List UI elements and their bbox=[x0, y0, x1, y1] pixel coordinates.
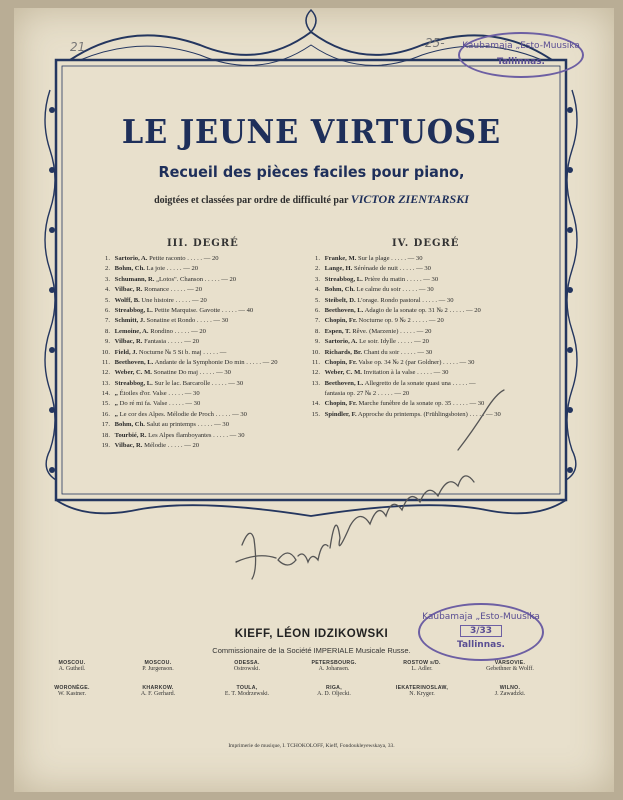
composer-name: Lange, H. bbox=[324, 265, 353, 273]
item-number: 1. bbox=[315, 255, 320, 262]
price: 30 bbox=[441, 369, 449, 377]
piece-title: La joie bbox=[146, 265, 166, 273]
piece-title: Sur le lac. Barcarolle bbox=[154, 379, 211, 387]
list-item: 11. Chopin, Fr. Valse op. 34 № 2 (par Goldner) . . . . . — 30 bbox=[308, 358, 534, 368]
price: 30 bbox=[431, 275, 439, 283]
agent-name: E. T. Modrzewski. bbox=[224, 691, 270, 697]
item-number: 9. bbox=[105, 338, 110, 346]
item-number: 4. bbox=[105, 286, 110, 294]
piece-title: Marche funèbre de la sonate op. 35 bbox=[358, 400, 452, 408]
piece-title: Sur la plage bbox=[358, 255, 390, 262]
dot-leader: . . . . . bbox=[168, 390, 185, 398]
dot-leader: . . . . . bbox=[167, 338, 185, 346]
composer-name: Sartorio, A. bbox=[114, 255, 148, 262]
composer-name: Weber, C. M. bbox=[324, 369, 362, 377]
piece-title: fantasia op. 27 № 2 bbox=[324, 390, 377, 398]
price: 20 bbox=[195, 286, 202, 294]
dot-leader: . . . . . bbox=[443, 358, 460, 366]
composer-name: Weber, C. M. bbox=[114, 369, 152, 377]
dot-leader: . . . . . bbox=[204, 275, 222, 283]
agent-city: ODESSA. bbox=[234, 660, 260, 666]
price: 30 bbox=[467, 358, 475, 366]
composer-name: Lemoine, A. bbox=[114, 327, 149, 335]
price: 30 bbox=[193, 400, 201, 408]
composer-name: Beethoven, L. bbox=[324, 379, 364, 387]
price: 20 bbox=[229, 275, 237, 283]
piece-title: Le calme du soir bbox=[356, 286, 401, 294]
piece-title: Valse op. 34 № 2 (par Goldner) bbox=[358, 358, 442, 366]
price: 20 bbox=[199, 327, 206, 335]
list-item: 12. Weber, C. M. Sonatine Do maj . . . . . — 30 bbox=[98, 368, 312, 378]
dot-leader: . . . . . bbox=[196, 317, 214, 325]
composer-name: Schmitt, J. bbox=[114, 317, 145, 325]
composer-name: Spindler, F. bbox=[324, 410, 357, 418]
price: 20 bbox=[270, 358, 278, 366]
pencil-note-right: 25- bbox=[425, 36, 445, 50]
list-item: 14. Chopin, Fr. Marche funèbre de la sonate op. 35 . . . . . — 30 bbox=[308, 399, 534, 409]
list-item: 1. Franke, M. Sur la plage . . . . . — 30 bbox=[308, 254, 534, 264]
list-item: 10. Field, J. Nocturne № 5 Si b. maj . . . . . — bbox=[98, 348, 312, 358]
item-number: 13. bbox=[311, 379, 320, 387]
piece-title: Petite raconto bbox=[149, 255, 186, 262]
agent-entry bbox=[382, 660, 462, 672]
agent-name: A. F. Gerhard. bbox=[140, 691, 176, 697]
agent-entry bbox=[294, 685, 374, 697]
dot-leader: . . . . . bbox=[377, 390, 395, 398]
item-number: 11. bbox=[102, 358, 110, 366]
agent-city: ROSTOW s/D. bbox=[403, 660, 441, 666]
dot-leader: . . . . . bbox=[211, 379, 229, 387]
piece-title: Nocturne № 5 Si b. maj bbox=[138, 348, 202, 356]
composer-name: Franke, M. bbox=[324, 255, 357, 262]
price: 30 bbox=[424, 265, 431, 273]
piece-title: Invitation à la valse bbox=[363, 369, 416, 377]
list-item: 15. „ Do ré mi fa. Valse . . . . . — 30 bbox=[98, 399, 312, 409]
dot-leader: . . . . . bbox=[452, 379, 469, 387]
list-item: 19. Vilbac, R. Mélodie . . . . . — 20 bbox=[98, 441, 312, 451]
subtitle: Recueil des pièces faciles pour piano, bbox=[158, 163, 465, 181]
item-number: 12. bbox=[101, 369, 110, 377]
list-item: 8. Espen, T. Rêve. (Marzenie) . . . . . — 20 bbox=[308, 327, 534, 337]
list-item: 5. Wolff, B. Une histoire . . . . . — 20 bbox=[98, 296, 312, 306]
price: 30 bbox=[222, 421, 229, 429]
price: 30 bbox=[236, 379, 244, 387]
piece-title: Salut au printemps bbox=[146, 421, 196, 429]
price: 30 bbox=[193, 390, 200, 398]
degree-3-heading: III. DEGRÉ bbox=[167, 238, 239, 249]
piece-title: Rêve. (Marzenie) bbox=[352, 327, 399, 335]
dot-leader: . . . . . bbox=[402, 286, 419, 294]
list-item: 3. Schumann, R. „Lotos". Chanson . . . . . — 20 bbox=[98, 275, 312, 285]
agent-name: Gebethner & Wolff. bbox=[486, 666, 534, 672]
list-item: 2. Bohm, Ch. La joie . . . . . — 20 bbox=[98, 264, 312, 274]
pencil-note-left: 21 bbox=[70, 40, 86, 54]
stamp-line-2: Tallinnas. bbox=[497, 57, 545, 67]
agent-city: WILNO. bbox=[499, 685, 521, 691]
composer-name: „ bbox=[114, 390, 118, 398]
piece-title: Sonatine Do maj bbox=[153, 369, 198, 377]
price: 20 bbox=[422, 338, 429, 346]
agent-entry bbox=[207, 660, 287, 672]
composer-name: „ bbox=[114, 410, 118, 418]
agent-city: VARSOVIE. bbox=[494, 660, 526, 666]
price: 40 bbox=[246, 306, 254, 314]
item-number: 14. bbox=[101, 390, 110, 398]
price: 20 bbox=[200, 296, 207, 304]
list-item: 5. Steibelt, D. L'orage. Rondo pastoral . . . . . — 30 bbox=[308, 296, 534, 306]
price: 20 bbox=[192, 338, 200, 346]
stamp-line-1: Kaubamaja „Esto-Muusika bbox=[422, 612, 540, 622]
list-item: fantasia op. 27 № 2 . . . . . — 20 bbox=[324, 390, 410, 398]
item-number: 3. bbox=[105, 275, 110, 283]
dot-leader: . . . . . bbox=[452, 400, 470, 408]
item-number: 6. bbox=[105, 306, 110, 314]
piece-title: Adagio de la sonate op. 31 № 2 bbox=[364, 306, 448, 314]
list-item: 7. Schmitt, J. Sonatine et Rondo . . . . . — 30 bbox=[98, 316, 312, 326]
agent-entry bbox=[470, 660, 550, 672]
item-number: 17. bbox=[101, 421, 110, 429]
item-number: 16. bbox=[101, 410, 110, 418]
composer-name: Steibelt, D. bbox=[324, 296, 356, 304]
price: 20 bbox=[474, 306, 481, 314]
piece-title: Les Alpes flamboyantes bbox=[148, 431, 212, 439]
list-item: 6. Beethoven, L. Adagio de la sonate op. 31 № 2 . . . . . — 20 bbox=[308, 306, 534, 316]
price: 30 bbox=[427, 286, 434, 294]
dot-leader: . . . . . bbox=[400, 348, 418, 356]
composer-name: „ bbox=[114, 400, 118, 408]
piece-title: Une histoire bbox=[141, 296, 174, 304]
list-item: 2. Lange, H. Sérénade de nuit . . . . . — 30 bbox=[308, 264, 534, 274]
item-number: 10. bbox=[101, 348, 110, 356]
item-number: 3. bbox=[315, 275, 320, 283]
dot-leader: . . . . . bbox=[175, 296, 192, 304]
dot-leader: . . . . . bbox=[422, 296, 439, 304]
dot-leader: . . . . . bbox=[400, 327, 417, 335]
agent-name: L. Adler. bbox=[411, 666, 433, 672]
list-item: 15. Spindler, F. Approche du printemps. (Frühlingsboten) . . . . . — 30 bbox=[308, 410, 534, 420]
agent-entry bbox=[207, 685, 287, 697]
composer-name: Tourbié, R. bbox=[114, 431, 147, 439]
piece-title: Le soir. Idylle bbox=[359, 338, 396, 346]
price: 30 bbox=[237, 431, 245, 439]
agent-city: IEKATERINOSLAW, bbox=[395, 685, 449, 691]
agent-city: TOULA, bbox=[236, 685, 258, 691]
dot-leader: . . . . . bbox=[397, 338, 415, 346]
composer-name: Vilbac, R. bbox=[114, 442, 143, 450]
item-number: 8. bbox=[315, 327, 320, 335]
piece-title: Petite Marquise. Gavotte bbox=[154, 306, 221, 314]
price: 20 bbox=[402, 390, 410, 398]
dot-leader: . . . . . bbox=[449, 306, 466, 314]
composer-name: Chopin, Fr. bbox=[324, 400, 357, 408]
publisher-subtitle: Commissionaire de la Société IMPERIALE Musicale Russe. bbox=[212, 646, 411, 655]
item-number: 7. bbox=[105, 317, 110, 325]
item-number: 12. bbox=[311, 369, 320, 377]
list-item: 1. Sartorio, A. Petite raconto . . . . . — 20 bbox=[98, 254, 312, 264]
price: 20 bbox=[424, 327, 432, 335]
composer-name: Beethoven, L. bbox=[324, 306, 364, 314]
price: 20 bbox=[437, 317, 444, 325]
item-number: 2. bbox=[105, 265, 110, 273]
list-item: 3. Streabbog, L. Prière du matin . . . . . — 30 bbox=[308, 275, 534, 285]
composer-name: Bohm, Ch. bbox=[114, 265, 145, 273]
composer-name: Streabbog, L. bbox=[114, 306, 153, 314]
dot-leader: . . . . . bbox=[166, 265, 184, 273]
composer-name: Chopin, Fr. bbox=[324, 358, 357, 366]
printer-imprint: Imprimerie de musique, I. TCHOKOLOFF, Kieff, Fondoukleyewskaya, 33. bbox=[228, 743, 395, 749]
agent-name: A. Johansen. bbox=[318, 666, 350, 672]
list-item: 13. Beethoven, L. Allegretto de la sonate quasi una . . . . . — bbox=[308, 379, 534, 389]
piece-title: Allegretto de la sonate quasi una bbox=[364, 379, 451, 387]
agent-city: RIGA, bbox=[326, 685, 342, 691]
agent-name: P. Jurgenson. bbox=[142, 666, 174, 672]
item-number: 5. bbox=[315, 296, 320, 304]
item-number: 2. bbox=[315, 265, 320, 273]
price: 30 bbox=[240, 410, 247, 418]
piece-title: Andante de la Symphonie Do min bbox=[154, 358, 245, 366]
piece-title: Sérénade de nuit bbox=[353, 265, 398, 273]
piece-title: L'orage. Rondo pastoral bbox=[357, 296, 421, 304]
agent-name: N. Kryger. bbox=[409, 691, 435, 697]
item-number: 1. bbox=[105, 255, 110, 262]
composer-name: Chopin, Fr. bbox=[324, 317, 357, 325]
dot-leader: . . . . . bbox=[213, 431, 230, 439]
stamp-line-1: Kaubamaja „Esto-Muusika bbox=[462, 41, 580, 51]
piece-title: Fantasia bbox=[144, 338, 167, 346]
dot-leader: . . . . . bbox=[417, 369, 434, 377]
dot-leader: . . . . . bbox=[168, 400, 186, 408]
list-item: 7. Chopin, Fr. Nocturne op. 9 № 2 . . . . . — 20 bbox=[308, 316, 534, 326]
list-item: 12. Weber, C. M. Invitation à la valse . . . . . — 30 bbox=[308, 368, 534, 378]
composer-name: Sartorio, A. bbox=[324, 338, 358, 346]
item-number: 4. bbox=[315, 286, 320, 294]
agent-city: MOSCOU. bbox=[58, 660, 86, 666]
agent-city: PETERSBOURG. bbox=[311, 660, 357, 666]
list-item: 8. Lemoine, A. Rondino . . . . . — 20 bbox=[98, 327, 312, 337]
composer-name: Schumann, R. bbox=[114, 275, 155, 283]
item-number: 15. bbox=[101, 400, 110, 408]
composer-name: Field, J. bbox=[114, 348, 138, 356]
page-title: LE JEUNE VIRTUOSE bbox=[121, 112, 502, 151]
agent-entry bbox=[294, 660, 374, 672]
agent-name: A. Gutheil. bbox=[58, 666, 86, 672]
composer-name: Beethoven, L. bbox=[114, 358, 154, 366]
piece-title: Rondino bbox=[150, 327, 173, 335]
dot-leader: . . . . . bbox=[399, 265, 417, 273]
price: 30 bbox=[415, 255, 423, 262]
item-number: 7. bbox=[315, 317, 320, 325]
dot-leader: . . . . . bbox=[412, 317, 429, 325]
agent-name: J. Zawadzki. bbox=[494, 691, 526, 697]
list-item: 6. Streabbog, L. Petite Marquise. Gavotte . . . . . — 40 bbox=[98, 306, 312, 316]
composer-name: Vilbac, R. bbox=[114, 286, 143, 294]
list-item: 9. Sartorio, A. Le soir. Idylle . . . . . — 20 bbox=[308, 337, 534, 347]
item-number: 13. bbox=[101, 379, 110, 387]
composer-name: Streabbog, L. bbox=[114, 379, 153, 387]
composer-name: Bohm, Ch. bbox=[324, 286, 355, 294]
piece-title: Prière du matin bbox=[364, 275, 406, 283]
publisher-name: KIEFF, LÉON IDZIKOWSKI bbox=[234, 628, 389, 640]
piece-title: Mélodie bbox=[144, 442, 167, 450]
composer-name: Bohm, Ch. bbox=[114, 421, 145, 429]
dot-leader: . . . . . bbox=[469, 410, 486, 418]
dot-leader: . . . . . bbox=[203, 348, 220, 356]
item-number: 14. bbox=[311, 400, 320, 408]
stamp-number: 3/33 bbox=[460, 625, 502, 637]
dot-leader: . . . . . bbox=[199, 369, 217, 377]
price: 30 bbox=[425, 348, 433, 356]
price: 30 bbox=[494, 410, 501, 418]
agent-entry bbox=[32, 660, 112, 672]
agent-entry bbox=[118, 660, 198, 672]
item-number: 11. bbox=[312, 358, 320, 366]
agent-city: MOSCOU. bbox=[144, 660, 172, 666]
dot-leader: . . . . . bbox=[406, 275, 424, 283]
dot-leader: . . . . . bbox=[215, 410, 233, 418]
list-item: 10. Richards, Br. Chant du soir . . . . . — 30 bbox=[308, 348, 534, 358]
piece-title: Romance bbox=[144, 286, 169, 294]
price: 30 bbox=[224, 369, 231, 377]
list-item: 18. Tourbié, R. Les Alpes flamboyantes . . . . . — 30 bbox=[98, 431, 312, 441]
price: 20 bbox=[192, 442, 200, 450]
composer-name: Streabbog, L. bbox=[324, 275, 363, 283]
piece-title: Do ré mi fa. Valse bbox=[119, 400, 168, 408]
stamp-line-2: Tallinnas. bbox=[457, 640, 505, 650]
price: 20 bbox=[191, 265, 199, 273]
price: 30 bbox=[221, 317, 229, 325]
agent-name: W. Kastner. bbox=[58, 691, 86, 697]
list-item: 17. Bohm, Ch. Salut au printemps . . . . . — 30 bbox=[98, 420, 312, 430]
agent-entry bbox=[118, 685, 198, 697]
agent-entry bbox=[32, 685, 112, 697]
list-item: 14. „ Étoiles d'or. Valse . . . . . — 30 bbox=[98, 389, 312, 399]
piece-title: Étoiles d'or. Valse bbox=[119, 390, 167, 398]
dot-leader: . . . . . bbox=[221, 306, 239, 314]
price: 20 bbox=[211, 255, 219, 262]
author-name: VICTOR ZIENTARSKI bbox=[350, 192, 469, 206]
item-number: 10. bbox=[311, 348, 320, 356]
degree-4-heading: IV. DEGRÉ bbox=[392, 238, 460, 249]
piece-title: Le cor des Alpes. Mélodie de Proch bbox=[119, 410, 214, 418]
piece-title: Chant du soir bbox=[363, 348, 400, 356]
agent-entry bbox=[470, 685, 550, 697]
piece-title: Nocturne op. 9 № 2 bbox=[358, 317, 411, 325]
dot-leader: . . . . . bbox=[174, 327, 192, 335]
item-number: 15. bbox=[311, 410, 320, 418]
piece-title: „Lotos". Chanson bbox=[156, 275, 204, 283]
dot-leader: . . . . . bbox=[197, 421, 215, 429]
list-item: 4. Vilbac, R. Romance . . . . . — 20 bbox=[98, 285, 312, 295]
dot-leader: . . . . . bbox=[187, 255, 204, 262]
piece-title: Sonatine et Rondo bbox=[146, 317, 196, 325]
item-number: 6. bbox=[315, 306, 320, 314]
dot-leader: . . . . . bbox=[246, 358, 263, 366]
dot-leader: . . . . . bbox=[167, 442, 185, 450]
list-item: 9. Vilbac, R. Fantasia . . . . . — 20 bbox=[98, 337, 312, 347]
dot-leader: . . . . . bbox=[170, 286, 188, 294]
item-number: 18. bbox=[101, 431, 110, 439]
piece-title: Approche du printemps. (Frühlingsboten) bbox=[357, 410, 468, 418]
item-number: 9. bbox=[315, 338, 320, 346]
list-item: 11. Beethoven, L. Andante de la Symphonie Do min . . . . . — 20 bbox=[98, 358, 312, 368]
item-number: 5. bbox=[105, 296, 110, 304]
composer-name: Vilbac, R. bbox=[114, 338, 143, 346]
item-number: 19. bbox=[101, 442, 110, 450]
price: 30 bbox=[446, 296, 454, 304]
list-item: 13. Streabbog, L. Sur le lac. Barcarolle . . . . . — 30 bbox=[98, 379, 312, 389]
item-number: 8. bbox=[105, 327, 110, 335]
agent-name: A. D. Oljecki. bbox=[317, 691, 351, 697]
list-item: 4. Bohm, Ch. Le calme du soir . . . . . — 30 bbox=[308, 285, 534, 295]
agent-city: WORONÈGE. bbox=[54, 685, 90, 691]
price: 30 bbox=[477, 400, 485, 408]
list-item: 16. „ Le cor des Alpes. Mélodie de Proch . . . . . — 30 bbox=[98, 410, 312, 420]
agent-city: KHARKOW. bbox=[142, 685, 174, 691]
composer-name: Espen, T. bbox=[324, 327, 351, 335]
agent-entry bbox=[382, 685, 462, 697]
composer-name: Richards, Br. bbox=[324, 348, 362, 356]
dot-leader: . . . . . bbox=[391, 255, 408, 262]
agent-name: Ostrowski. bbox=[233, 666, 261, 672]
byline-prefix: doigtées et classées par ordre de difficulté par bbox=[154, 195, 349, 206]
composer-name: Wolff, B. bbox=[114, 296, 140, 304]
